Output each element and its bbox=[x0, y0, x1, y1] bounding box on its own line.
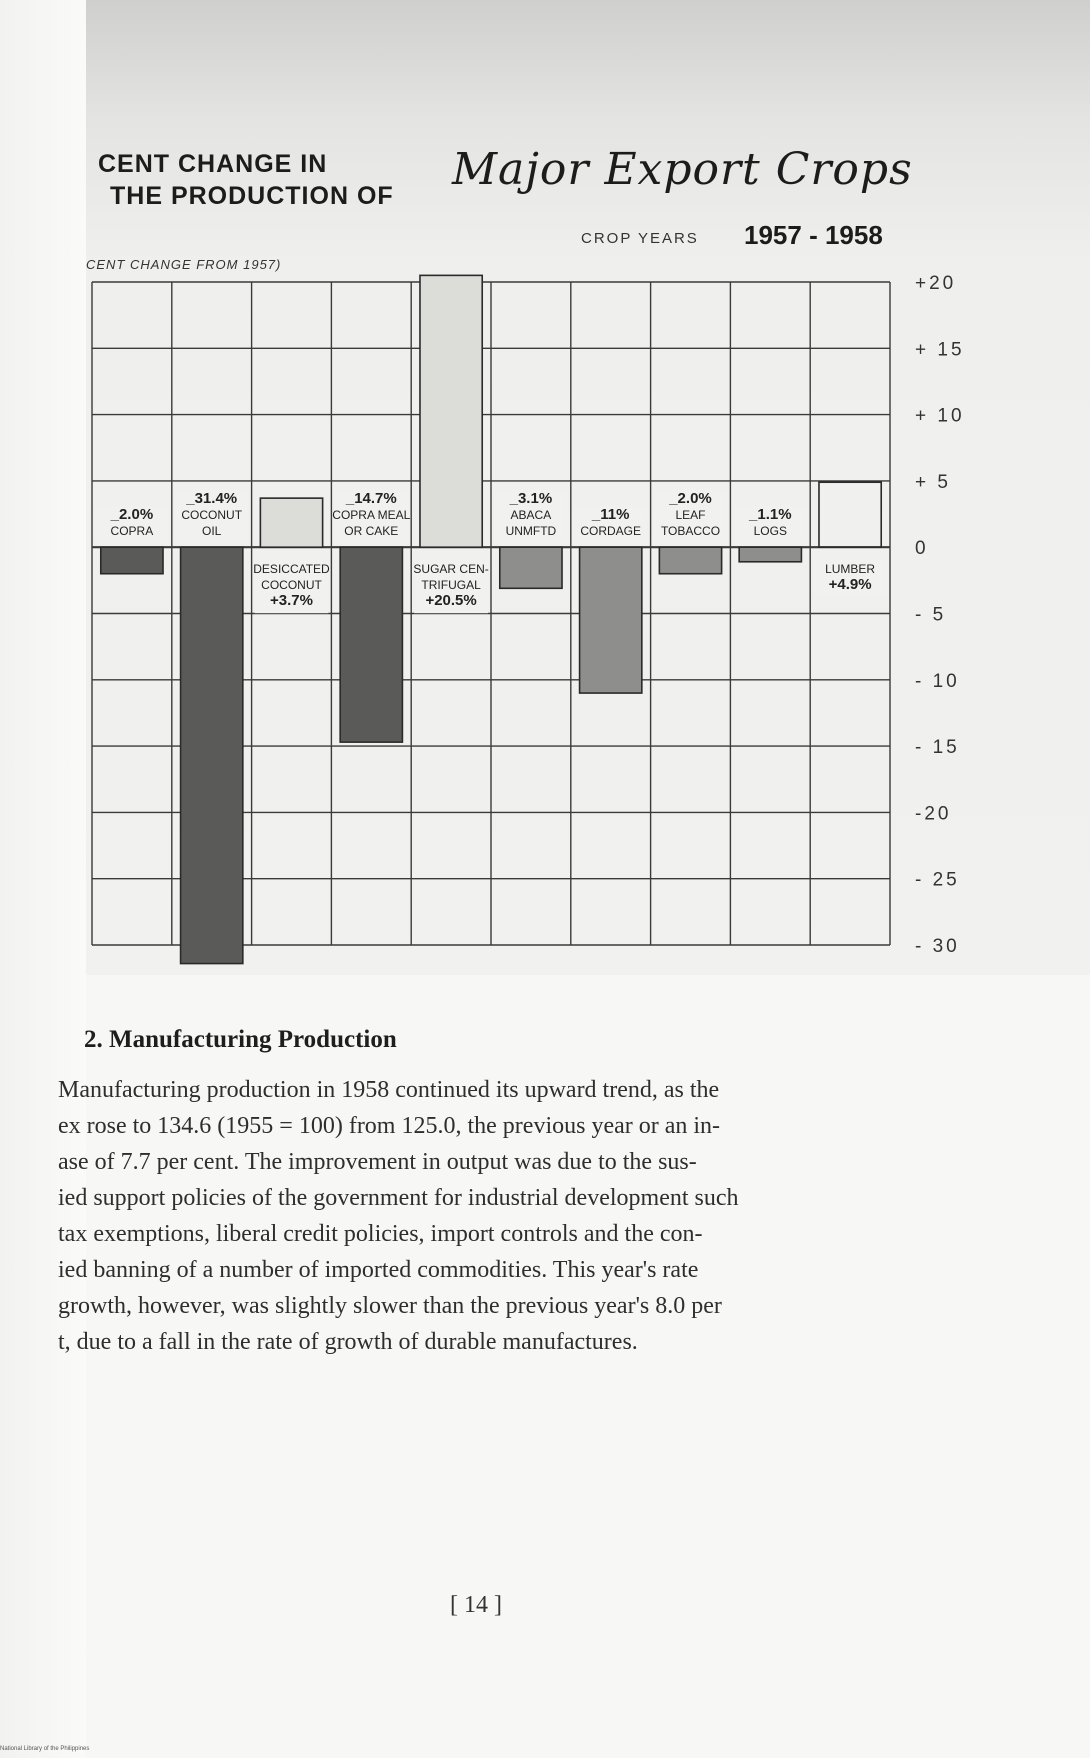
bar-label: COCONUT bbox=[181, 508, 243, 523]
bar-copra bbox=[101, 547, 163, 574]
bar-coconut-oil bbox=[181, 547, 243, 963]
bar-lumber bbox=[819, 482, 881, 547]
y-tick-label: + 15 bbox=[915, 339, 965, 361]
bar-label: _1.1% bbox=[749, 506, 792, 524]
footer-credit: National Library of the Philippines bbox=[0, 1746, 90, 1752]
y-tick-label: +20 bbox=[915, 273, 957, 294]
y-tick-label: - 5 bbox=[915, 604, 947, 626]
bar-label: +20.5% bbox=[425, 592, 477, 610]
bar-label: _11% bbox=[591, 506, 630, 524]
y-tick-label: - 15 bbox=[915, 737, 960, 759]
bar-label: TRIFUGAL bbox=[421, 578, 481, 593]
bar-copra-meal-or-cake bbox=[340, 547, 402, 742]
bar-cordage bbox=[580, 547, 642, 693]
y-tick-label: -20 bbox=[915, 803, 952, 825]
y-tick-label: + 10 bbox=[915, 405, 965, 427]
y-tick-label: + 5 bbox=[915, 471, 951, 493]
y-axis-label: CENT CHANGE FROM 1957) bbox=[86, 257, 282, 272]
bar-label: UNMFTD bbox=[505, 524, 557, 539]
bar-label: +3.7% bbox=[270, 592, 313, 610]
chart-title-line1: CENT CHANGE IN bbox=[98, 150, 328, 178]
y-tick-label: - 10 bbox=[915, 670, 960, 692]
bar-label: _3.1% bbox=[509, 490, 553, 508]
bar-desiccated-coconut bbox=[260, 498, 322, 547]
bar-label: COCONUT bbox=[261, 578, 322, 593]
bar-label: COPRA bbox=[110, 524, 154, 539]
bar-label: OIL bbox=[202, 524, 222, 539]
bar-sugar-centrifugal bbox=[420, 275, 482, 547]
crop-years-label: CROP YEARS bbox=[581, 230, 699, 247]
bar-label: _2.0% bbox=[110, 506, 154, 524]
body-line: ex rose to 134.6 (1955 = 100) from 125.0, the previous year or an in- bbox=[58, 1113, 721, 1139]
bar-abaca-unmftd bbox=[500, 547, 562, 588]
chart-script-title: Major Export Crops bbox=[452, 144, 913, 195]
chart-title-line2: THE PRODUCTION OF bbox=[110, 182, 394, 210]
section-heading: 2. Manufacturing Production bbox=[84, 1026, 397, 1053]
bar-leaf-tobacco bbox=[659, 547, 721, 574]
bar-label: TOBACCO bbox=[660, 524, 721, 539]
body-line: growth, however, was slightly slower than the previous year's 8.0 per bbox=[58, 1293, 722, 1319]
bar-label: LUMBER bbox=[825, 562, 876, 577]
bar-label: +4.9% bbox=[828, 576, 872, 594]
crop-years-value: 1957 - 1958 bbox=[744, 220, 883, 250]
body-line: ied support policies of the government for industrial development such bbox=[58, 1185, 739, 1211]
body-line: ied banning of a number of imported commodities. This year's rate bbox=[58, 1257, 699, 1283]
bar-label: SUGAR CEN- bbox=[413, 562, 489, 577]
bar-label: ABACA bbox=[510, 508, 552, 523]
bar-label: LOGS bbox=[753, 524, 787, 539]
bar-label: CORDAGE bbox=[580, 524, 642, 539]
bar-label: _2.0% bbox=[669, 490, 712, 508]
y-tick-label: - 30 bbox=[915, 936, 960, 957]
bar-label: _14.7% bbox=[345, 490, 397, 508]
bar-label: DESICCATED bbox=[253, 562, 330, 577]
body-line: tax exemptions, liberal credit policies, import controls and the con- bbox=[58, 1221, 703, 1247]
bar-label: OR CAKE bbox=[344, 524, 399, 539]
bar-logs bbox=[739, 547, 801, 562]
y-tick-label: 0 bbox=[915, 538, 929, 560]
bar-label: LEAF bbox=[675, 508, 706, 523]
body-paragraph bbox=[58, 1072, 970, 1360]
body-line: t, due to a fall in the rate of growth of durable manufactures. bbox=[58, 1329, 638, 1355]
body-line: ase of 7.7 per cent. The improvement in output was due to the sus- bbox=[58, 1149, 697, 1175]
y-tick-label: - 25 bbox=[915, 869, 960, 891]
body-line: Manufacturing production in 1958 continued its upward trend, as the bbox=[58, 1077, 720, 1103]
page-number: [ 14 ] bbox=[450, 1592, 502, 1618]
bar-label: _31.4% bbox=[186, 490, 238, 508]
bar-label: COPRA MEAL bbox=[332, 508, 411, 523]
